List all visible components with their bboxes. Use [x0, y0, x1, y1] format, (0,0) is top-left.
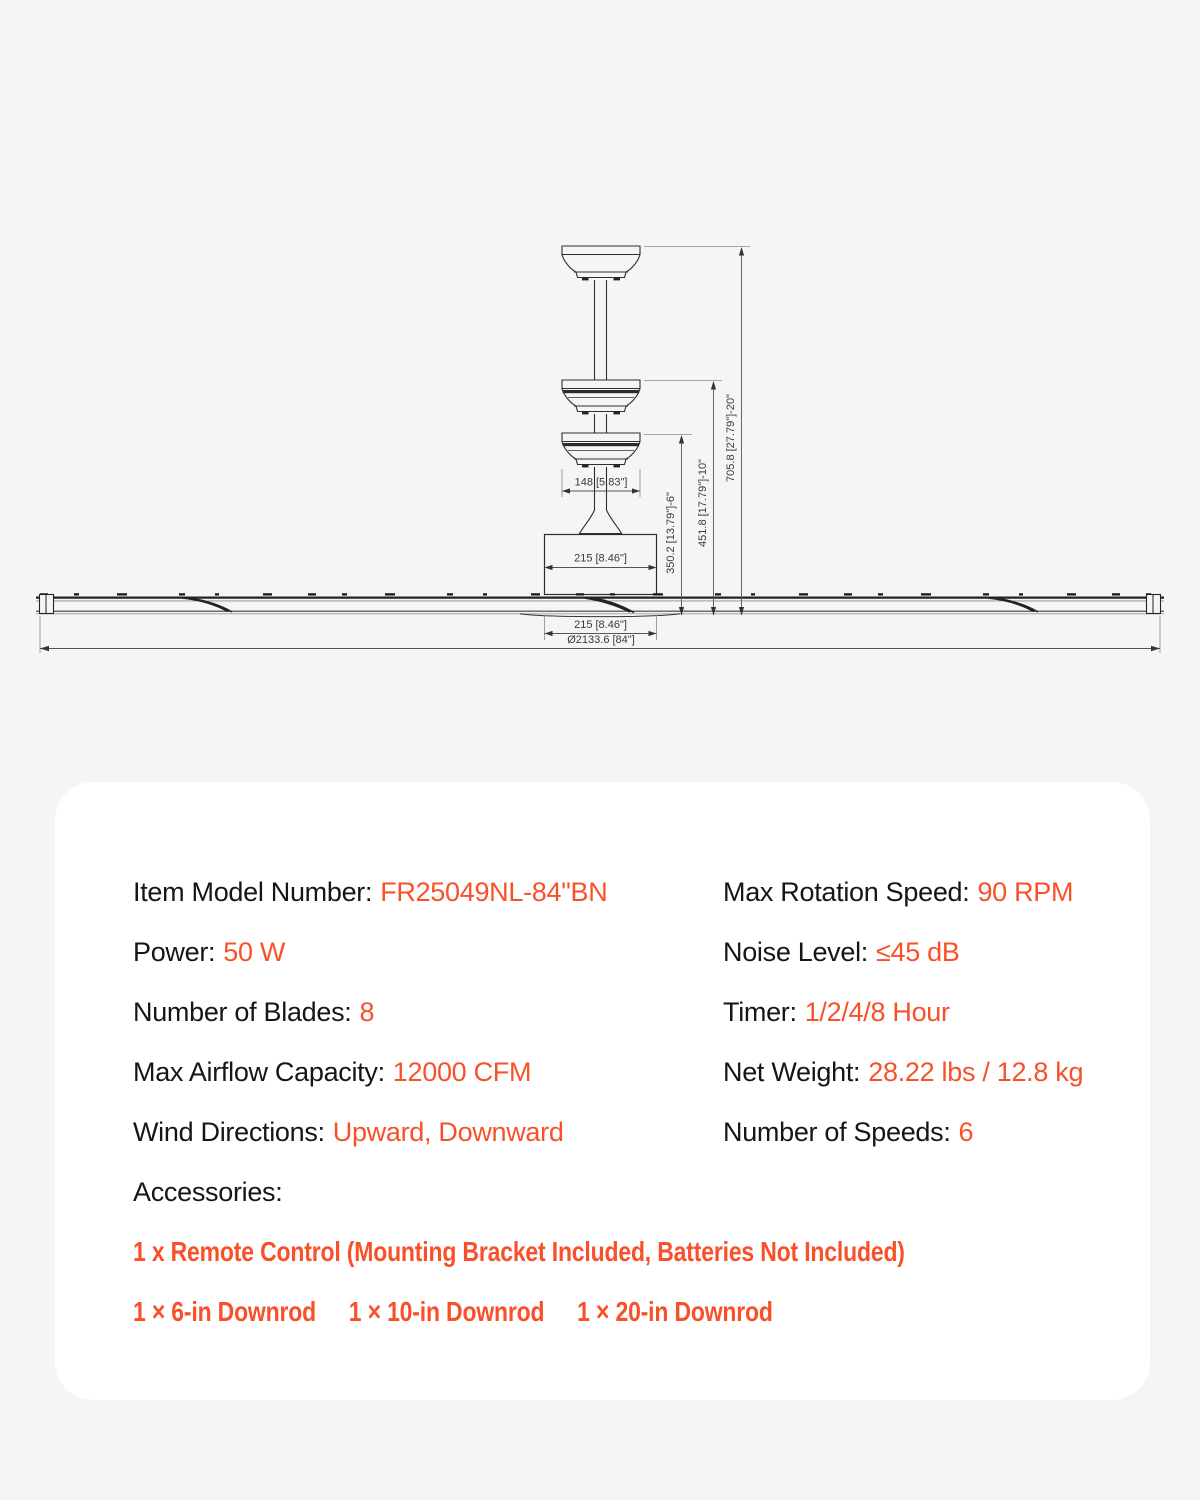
spec-item-model-number [133, 877, 723, 908]
spec-item-wind-directions [133, 1117, 723, 1148]
spec-value: 90 RPM [977, 876, 1074, 907]
spec-value: ≤45 dB [875, 936, 960, 967]
dim-drop-10in [644, 381, 722, 616]
spec-item-number-of-speeds [723, 1117, 1110, 1148]
dim-canopy-width-label: 148 [5.83"] [574, 476, 628, 489]
accessory-downrod-6in: 1 × 6-in Downrod [133, 1296, 316, 1327]
motor-housing [545, 535, 657, 595]
spec-row-2 [133, 922, 1110, 982]
motor-mount-cone [580, 510, 622, 534]
dim-canopy-width [562, 469, 640, 497]
spec-row-accessories-remote [133, 1222, 1110, 1282]
spec-item-noise-level [723, 937, 1110, 968]
spec-value: 50 W [223, 936, 286, 967]
spec-item-max-rotation-speed [723, 877, 1110, 908]
spec-value: 8 [359, 996, 375, 1027]
dim-drop-20in-label: 705.8 [27.79"]-20" [725, 394, 737, 482]
accessory-remote-control: 1 x Remote Control (Mounting Bracket Included, Batteries Not Included) [133, 1236, 905, 1267]
downrod [595, 280, 607, 510]
spec-row-accessories-downrods [133, 1282, 1110, 1342]
fan-dimension-drawing [0, 0, 1200, 700]
fan-blades [36, 594, 1164, 616]
spec-label: Item Model Number: [133, 876, 373, 907]
spec-label: Wind Directions: [133, 1116, 325, 1147]
dim-drop-6in [644, 435, 692, 616]
spec-label: Number of Speeds: [723, 1116, 951, 1147]
dim-drop-20in [644, 247, 750, 616]
spec-value: Upward, Downward [332, 1116, 564, 1147]
spec-label: Net Weight: [723, 1056, 861, 1087]
dim-motor-width [545, 553, 657, 571]
spec-row-4 [133, 1042, 1110, 1102]
spec-row-1 [133, 862, 1110, 922]
spec-value: 12000 CFM [392, 1056, 532, 1087]
spec-label: Noise Level: [723, 936, 868, 967]
spec-card [55, 782, 1150, 1400]
spec-item-timer [723, 997, 1110, 1028]
spec-value: FR25049NL-84"BN [380, 876, 608, 907]
spec-item-power [133, 937, 723, 968]
accessory-downrod-20in: 1 × 20-in Downrod [577, 1296, 773, 1327]
accessories-heading: Accessories: [133, 1177, 283, 1207]
spec-rows [133, 862, 1110, 1342]
spec-value: 6 [958, 1116, 974, 1147]
spec-item-max-airflow [133, 1057, 723, 1088]
spec-item-net-weight [723, 1057, 1110, 1088]
dim-drop-10in-label: 451.8 [17.79"]-10" [697, 459, 709, 547]
accessory-downrod-10in: 1 × 10-in Downrod [348, 1296, 545, 1327]
dim-motor-width-label: 215 [8.46"] [574, 552, 627, 565]
spec-item-number-of-blades [133, 997, 723, 1028]
spec-row-accessories-heading [133, 1162, 1110, 1222]
spec-label: Max Rotation Speed: [723, 876, 970, 907]
spec-label: Number of Blades: [133, 996, 352, 1027]
spec-value: 28.22 lbs / 12.8 kg [868, 1056, 1084, 1087]
dim-hub-width-label: 215 [8.46"] [574, 619, 627, 631]
spec-value: 1/2/4/8 Hour [804, 996, 950, 1027]
downrod-coupler-lower [562, 433, 640, 467]
downrod-coupler-upper [562, 380, 640, 414]
spec-label: Max Airflow Capacity: [133, 1056, 385, 1087]
spec-row-5 [133, 1102, 1110, 1162]
spec-row-3 [133, 982, 1110, 1042]
dim-blade-span-label: Ø2133.6 [84"] [567, 634, 635, 646]
dim-drop-6in-label: 350.2 [13.79"]-6" [665, 492, 677, 574]
ceiling-canopy [562, 246, 640, 280]
spec-label: Power: [133, 936, 216, 967]
spec-label: Timer: [723, 996, 797, 1027]
